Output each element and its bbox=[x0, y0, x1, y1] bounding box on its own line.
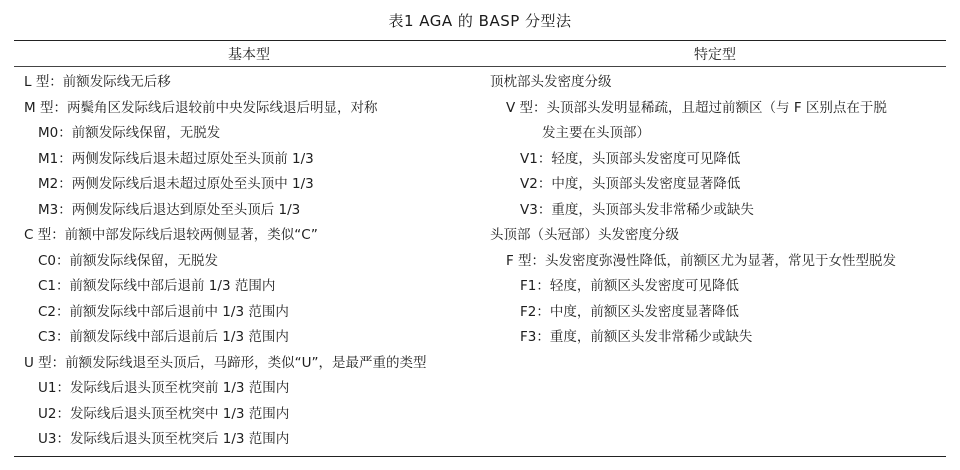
table-row-v3: V3：重度，头顶部头发非常稀少或缺失 bbox=[520, 201, 754, 218]
table-row-c3: C3：前额发际线中部后退前后 1/3 范围内 bbox=[38, 329, 289, 345]
table-row-m1: M1：两侧发际线后退未超过原处至头顶前 1/3 bbox=[38, 150, 314, 167]
table-row-v1: V1：轻度，头顶部头发密度可见降低 bbox=[520, 150, 741, 167]
specific-type-column bbox=[490, 70, 946, 351]
table-row-v2: V2：中度，头顶部头发密度显著降低 bbox=[520, 176, 741, 192]
column-header-specific: 特定型 bbox=[694, 47, 736, 63]
table-row-l-type: L 型：前额发际线无后移 bbox=[24, 74, 171, 90]
table-row-vertex-occipital-grading: 顶枕部头发密度分级 bbox=[490, 74, 612, 90]
table-row-f1: F1：轻度，前额区头发密度可见降低 bbox=[520, 278, 739, 294]
table-row-f2: F2：中度，前额区头发密度显著降低 bbox=[520, 303, 739, 320]
table-row-m2: M2：两侧发际线后退未超过原处至头顶中 1/3 bbox=[38, 176, 314, 192]
table-row-u3: U3：发际线后退头顶至枕突后 1/3 范围内 bbox=[38, 431, 290, 447]
table-row-m3: M3：两侧发际线后退达到原处至头顶后 1/3 bbox=[38, 201, 301, 218]
table-row-v-type-continued: 发主要在头顶部） bbox=[542, 125, 650, 141]
table-row-v-type: V 型：头顶部头发明显稀疏，且超过前额区（与 F 区别点在于脱 bbox=[506, 99, 887, 116]
table-row-c-type: C 型：前额中部发际线后退较两侧显著，类似“C” bbox=[24, 227, 318, 243]
table-bottom-rule bbox=[14, 456, 946, 457]
table-row-c1: C1：前额发际线中部后退前 1/3 范围内 bbox=[38, 278, 276, 294]
column-header-basic: 基本型 bbox=[228, 47, 270, 63]
table-row-f-type: F 型：头发密度弥漫性降低，前额区尤为显著，常见于女性型脱发 bbox=[506, 252, 897, 269]
table-row-f3: F3：重度，前额区头发非常稀少或缺失 bbox=[520, 329, 753, 345]
table-caption: 表1 AGA 的 BASP 分型法 bbox=[388, 12, 572, 30]
table-row-u-type: U 型：前额发际线退至头顶后，马蹄形，类似“U”，是最严重的类型 bbox=[24, 354, 427, 371]
table-row-vertex-crown-grading: 头顶部（头冠部）头发密度分级 bbox=[490, 227, 679, 243]
basic-type-column bbox=[24, 70, 484, 453]
table-top-rule bbox=[14, 40, 946, 41]
table-row-c0: C0：前额发际线保留，无脱发 bbox=[38, 252, 219, 269]
table-row-c2: C2：前额发际线中部后退前中 1/3 范围内 bbox=[38, 303, 289, 320]
table-row-u2: U2：发际线后退头顶至枕突中 1/3 范围内 bbox=[38, 405, 290, 422]
table-row-u1: U1：发际线后退头顶至枕突前 1/3 范围内 bbox=[38, 380, 290, 396]
table-row-m-type: M 型：两鬓角区发际线后退较前中央发际线退后明显，对称 bbox=[24, 99, 378, 116]
table-header-rule bbox=[14, 66, 946, 67]
table-row-m0: M0：前额发际线保留，无脱发 bbox=[38, 125, 221, 141]
